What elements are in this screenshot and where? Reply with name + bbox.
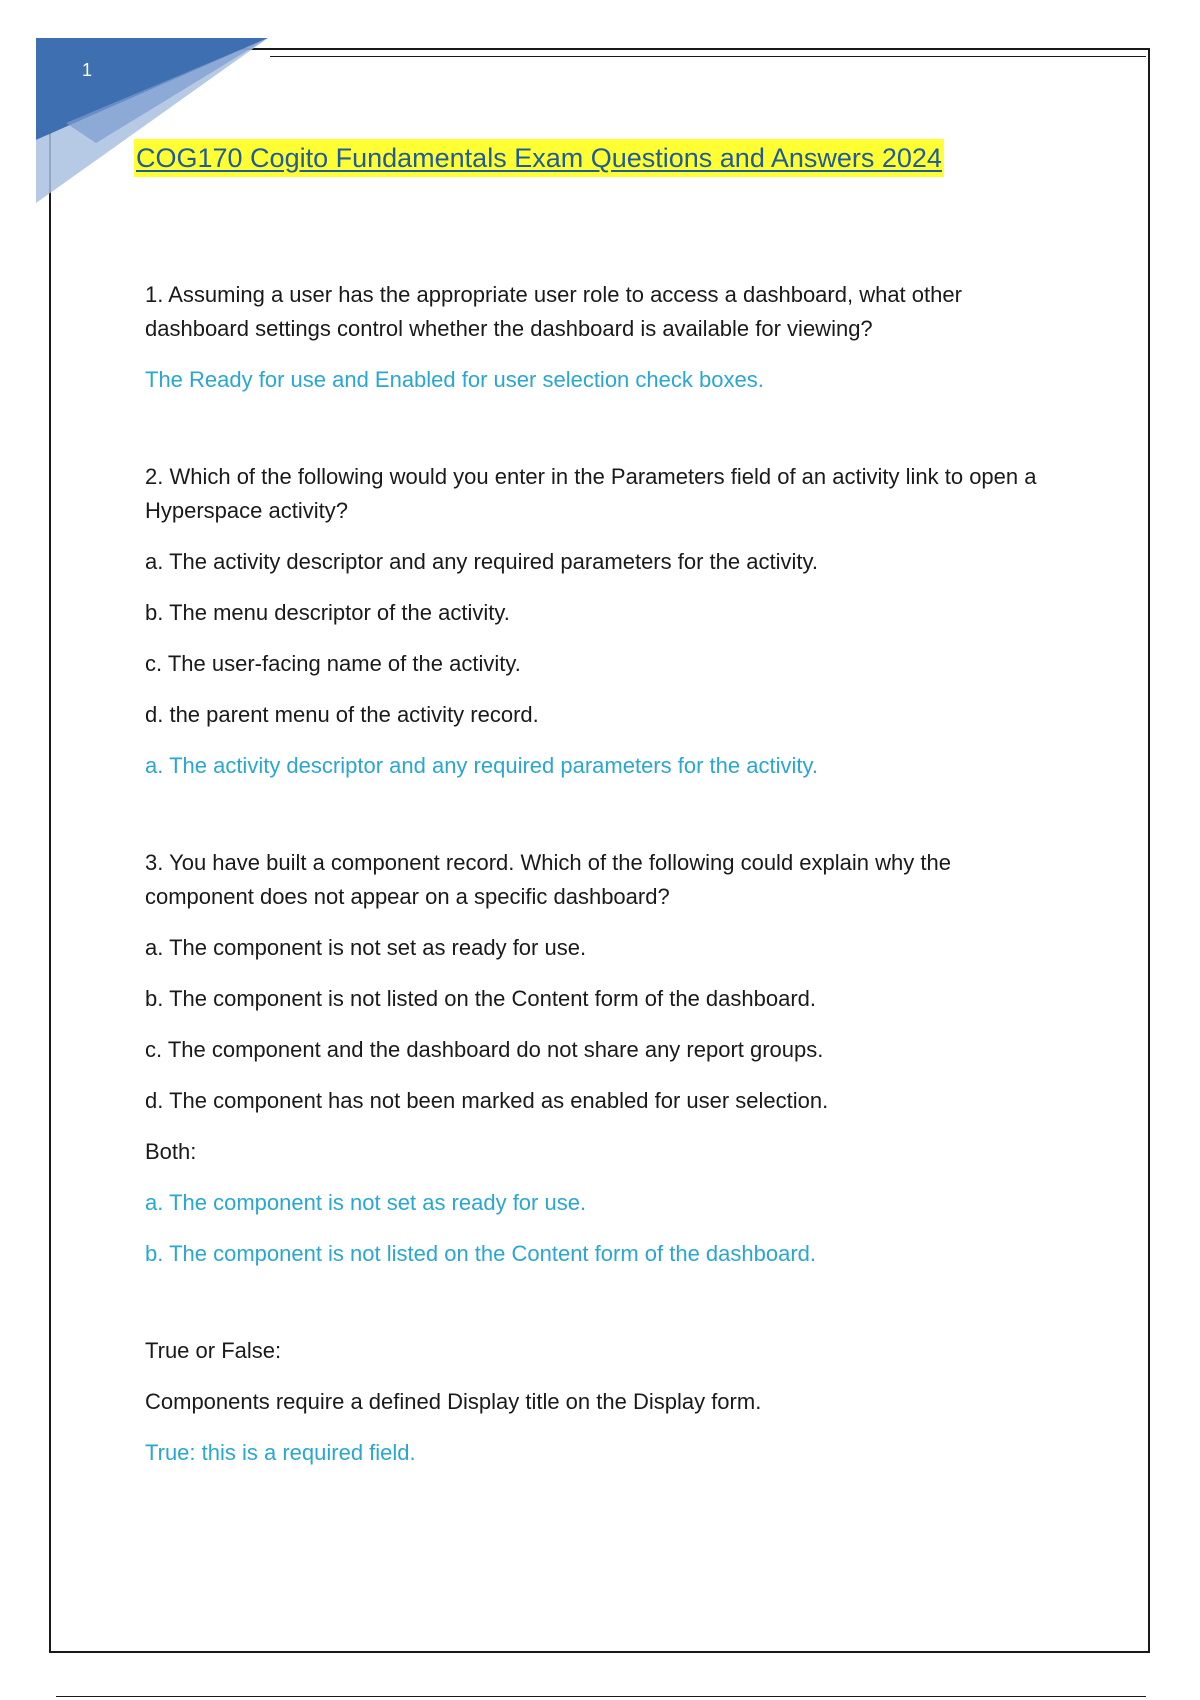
question-prompt: 1. Assuming a user has the appropriate user role to access a dashboard, what other dashboard settings control whether the dashboard is available for viewing? [145, 282, 962, 341]
answer-text: True: this is a required field. [145, 1440, 416, 1465]
document-body [145, 278, 1045, 1533]
answer-intro: Both: [145, 1139, 197, 1164]
question-statement: Components require a defined Display title on the Display form. [145, 1389, 762, 1414]
question-prompt: 3. You have built a component record. Which of the following could explain why the component does not appear on a specific dashboard? [145, 850, 951, 909]
page-title: COG170 Cogito Fundamentals Exam Questions and Answers 2024 [134, 139, 944, 177]
answer-text: a. The component is not set as ready for use. [145, 1190, 587, 1215]
page-number: 1 [82, 60, 93, 80]
option-c: c. The user-facing name of the activity. [145, 651, 521, 676]
bottom-rule [56, 1696, 1146, 1697]
question-1 [145, 278, 1045, 397]
option-d: d. the parent menu of the activity record. [145, 702, 539, 727]
option-a: a. The activity descriptor and any required parameters for the activity. [145, 549, 818, 574]
question-prompt: True or False: [145, 1338, 282, 1363]
question-3 [145, 846, 1045, 1271]
option-c: c. The component and the dashboard do not share any report groups. [145, 1037, 824, 1062]
option-b: b. The component is not listed on the Content form of the dashboard. [145, 986, 817, 1011]
option-b: b. The menu descriptor of the activity. [145, 600, 510, 625]
answer-text: The Ready for use and Enabled for user selection check boxes. [145, 367, 764, 392]
corner-decoration-icon [36, 38, 276, 203]
question-2 [145, 460, 1045, 783]
option-a: a. The component is not set as ready for use. [145, 935, 587, 960]
answer-text: a. The activity descriptor and any required parameters for the activity. [145, 753, 818, 778]
question-prompt: 2. Which of the following would you enter in the Parameters field of an activity link to open a Hyperspace activity? [145, 464, 1037, 523]
answer-text: b. The component is not listed on the Content form of the dashboard. [145, 1241, 817, 1266]
option-d: d. The component has not been marked as enabled for user selection. [145, 1088, 829, 1113]
question-4 [145, 1334, 1045, 1470]
